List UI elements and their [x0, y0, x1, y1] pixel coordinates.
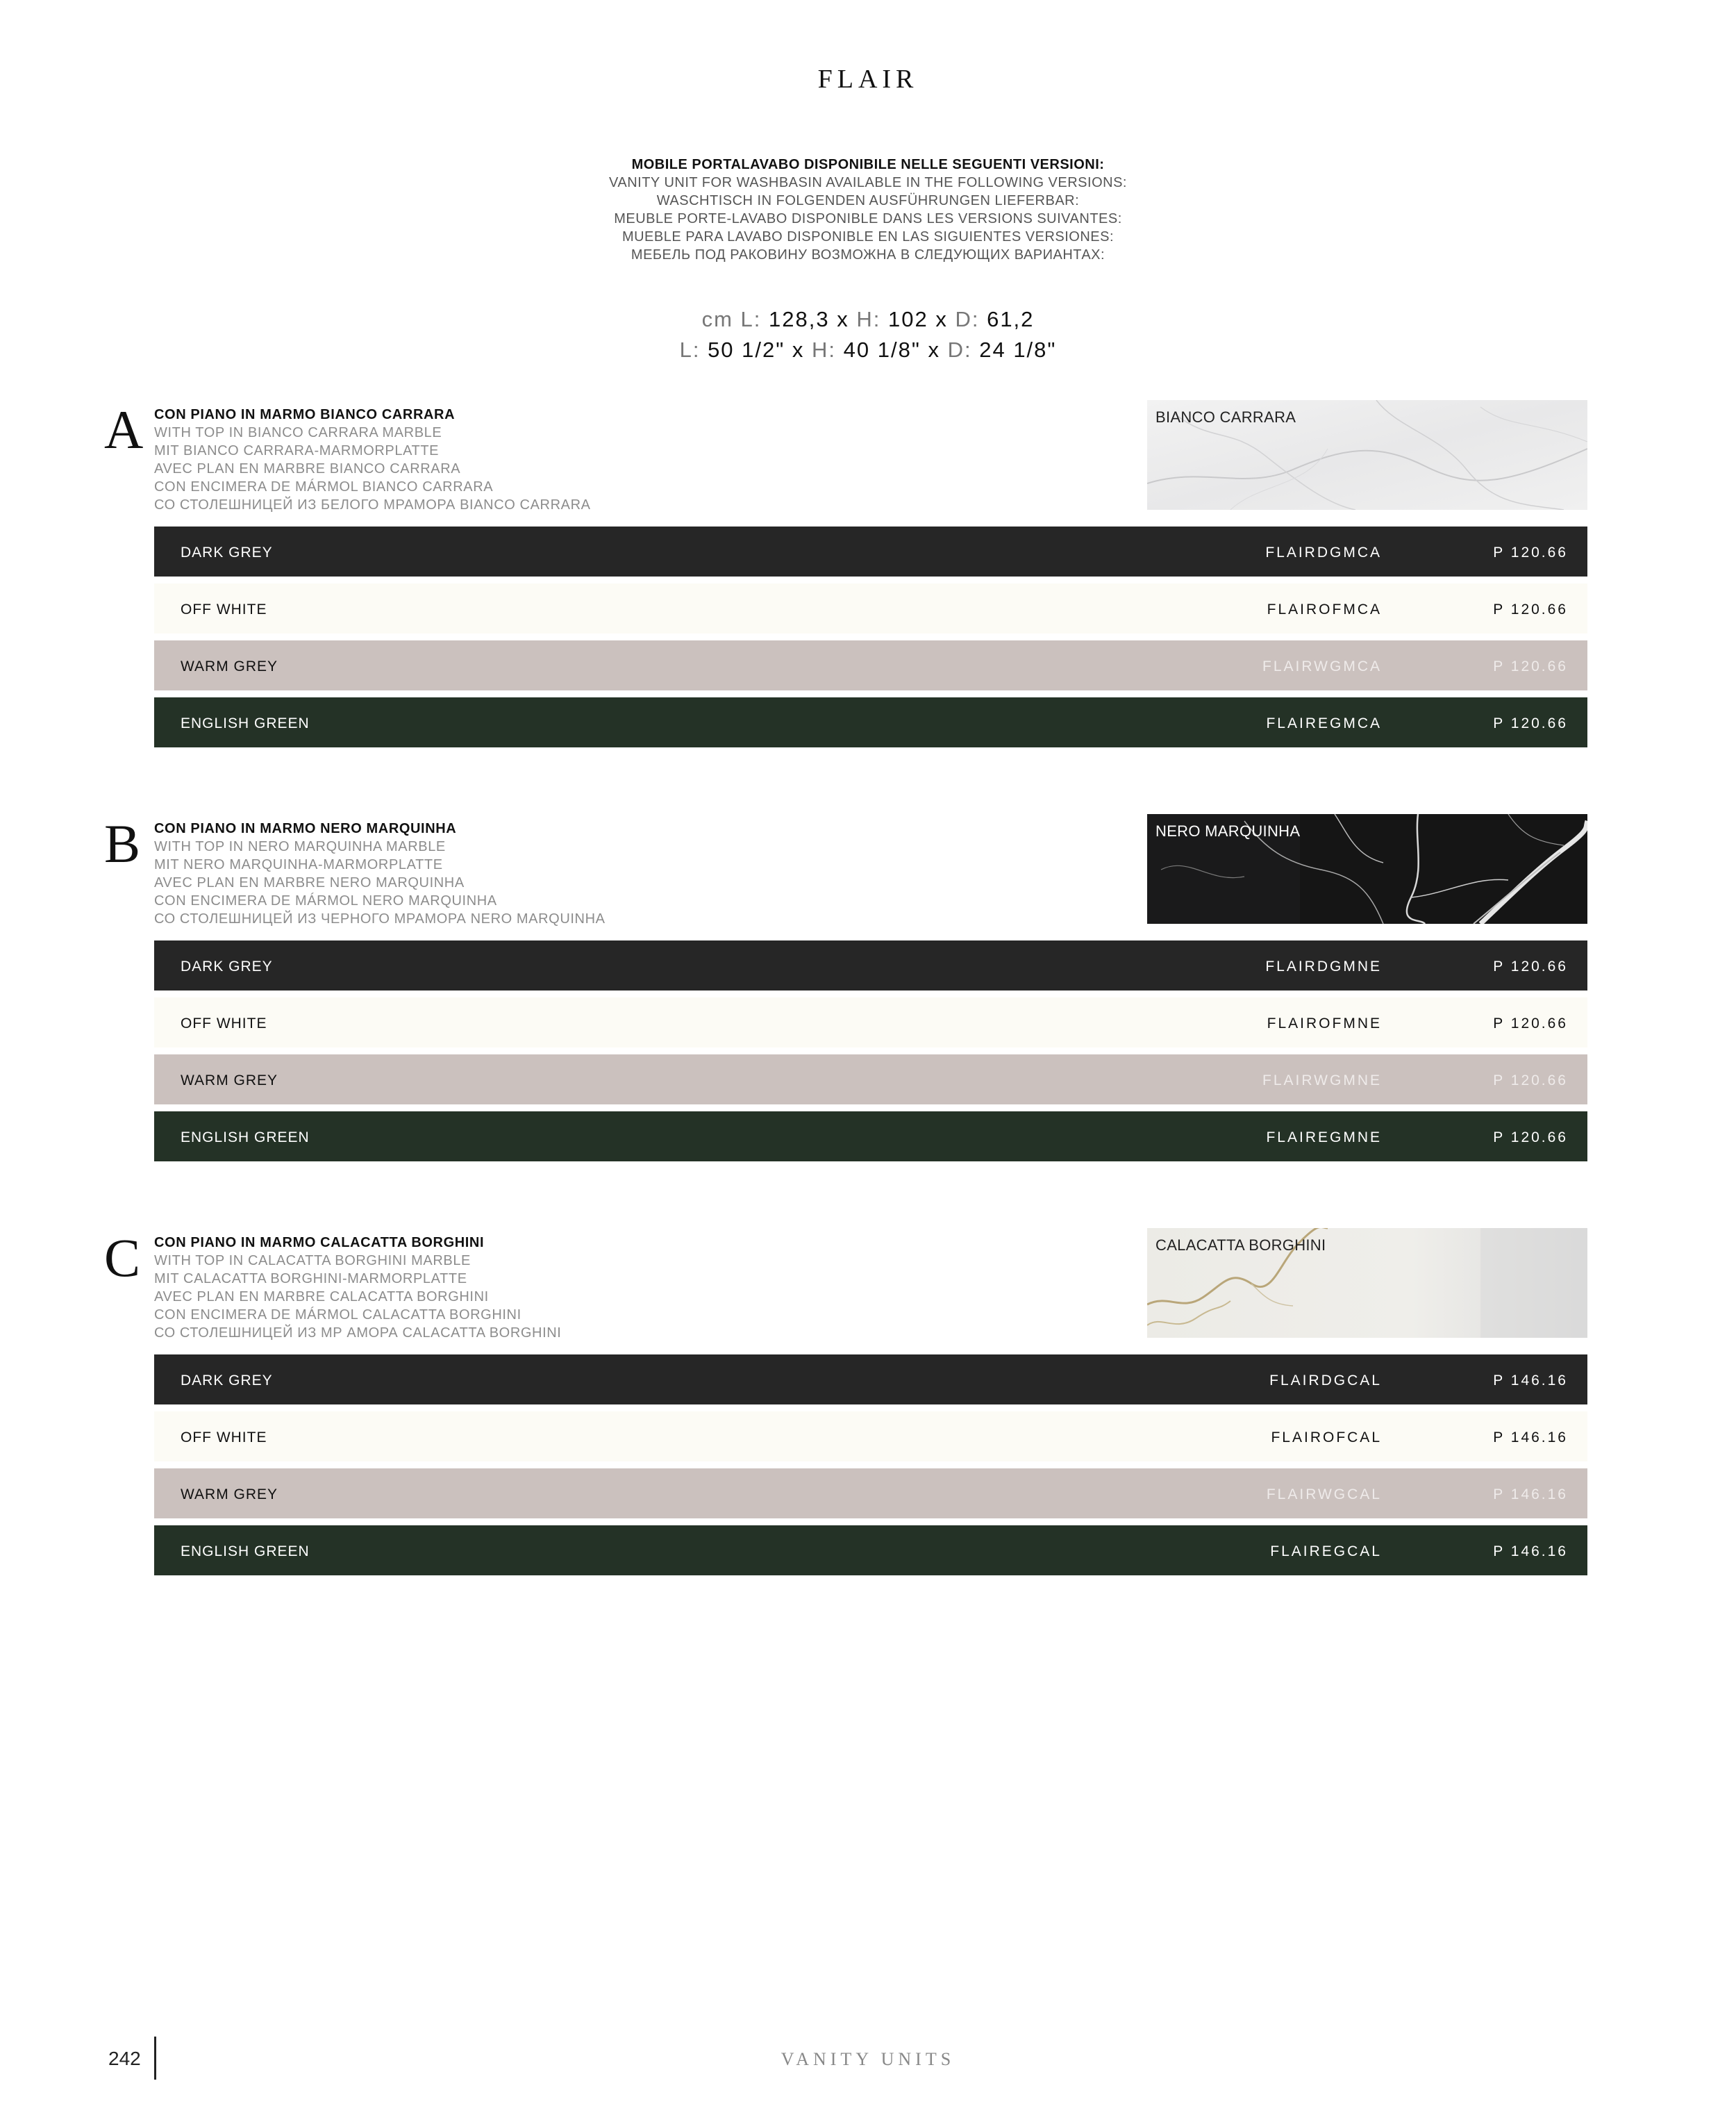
- desc-line: WITH TOP IN BIANCO CARRARA MARBLE: [154, 425, 442, 440]
- dim-value: 128,3: [769, 307, 830, 331]
- price: P 146.16: [1493, 1543, 1568, 1559]
- intro-line: VANITY UNIT FOR WASHBASIN AVAILABLE IN THE FOLLOWING VERSIONS:: [609, 175, 1127, 190]
- dim-value: 61,2: [987, 307, 1035, 331]
- price: P 146.16: [1493, 1486, 1568, 1502]
- price: P 120.66: [1493, 1129, 1568, 1145]
- finish-table: [154, 940, 1587, 1168]
- finish-row-warm-grey: [154, 640, 1587, 690]
- marble-swatch-nero-marquinha: [1147, 814, 1587, 924]
- finish-row-english-green: [154, 1525, 1587, 1575]
- product-code: FLAIRDGCAL: [1269, 1373, 1382, 1389]
- product-code: FLAIRWGMNE: [1262, 1072, 1382, 1088]
- desc-line: CON ENCIMERA DE MÁRMOL CALACATTA BORGHINI: [154, 1307, 521, 1323]
- product-code: FLAIROFMNE: [1267, 1016, 1382, 1031]
- dim-sep: x: [928, 338, 940, 362]
- product-code: FLAIRDGMCA: [1265, 545, 1382, 561]
- desc-line: WITH TOP IN NERO MARQUINHA MARBLE: [154, 839, 446, 854]
- page-title: FLAIR: [817, 65, 919, 94]
- section-letter: C: [104, 1227, 141, 1288]
- desc-line: WITH TOP IN CALACATTA BORGHINI MARBLE: [154, 1253, 471, 1268]
- desc-line: MIT CALACATTA BORGHINI-MARMORPLATTE: [154, 1271, 467, 1286]
- desc-line: CON ENCIMERA DE MÁRMOL NERO MARQUINHA: [154, 893, 497, 909]
- product-code: FLAIRWGCAL: [1266, 1486, 1382, 1502]
- swatch-label: BIANCO CARRARA: [1155, 408, 1296, 426]
- dimensions-cm: [0, 304, 1736, 335]
- desc-line: MIT BIANCO CARRARA-MARMORPLATTE: [154, 443, 440, 458]
- finish-name: OFF WHITE: [181, 1429, 267, 1445]
- product-code: FLAIREGCAL: [1270, 1543, 1382, 1559]
- price: P 120.66: [1493, 959, 1568, 975]
- desc-line: AVEC PLAN EN MARBRE CALACATTA BORGHINI: [154, 1289, 489, 1304]
- dim-sep: x: [837, 307, 849, 331]
- finish-table: [154, 1354, 1587, 1582]
- finish-name: DARK GREY: [181, 1373, 273, 1389]
- finish-name: DARK GREY: [181, 959, 273, 975]
- price: P 120.66: [1493, 602, 1568, 617]
- desc-line: СО СТОЛЕШНИЦЕЙ ИЗ БЕЛОГО МРАМОРА BIANCO CARRARA: [154, 497, 591, 513]
- dim-label: H:: [856, 307, 881, 331]
- dim-sep: x: [792, 338, 805, 362]
- intro-line: MUEBLE PARA LAVABO DISPONIBLE EN LAS SIGUIENTES VERSIONES:: [621, 229, 1115, 244]
- marble-swatch-bianco-carrara: [1147, 400, 1587, 510]
- desc-line: CON PIANO IN MARMO BIANCO CARRARA: [154, 407, 456, 422]
- section-description: [154, 820, 606, 928]
- finish-row-off-white: [154, 583, 1587, 633]
- section-description: [154, 1234, 561, 1342]
- dim-value: 102: [887, 307, 928, 331]
- product-code: FLAIROFMCA: [1267, 602, 1382, 617]
- intro-line: MEUBLE PORTE-LAVABO DISPONIBLE DANS LES VERSIONS SUIVANTES:: [614, 211, 1122, 226]
- desc-line: СО СТОЛЕШНИЦЕЙ ИЗ МР АМОРА CALACATTA BORGHINI: [154, 1325, 562, 1341]
- finish-name: OFF WHITE: [181, 602, 267, 617]
- finish-name: ENGLISH GREEN: [181, 1543, 310, 1559]
- desc-line: CON PIANO IN MARMO CALACATTA BORGHINI: [154, 1235, 485, 1250]
- finish-name: WARM GREY: [181, 1486, 278, 1502]
- desc-line: MIT NERO MARQUINHA-MARMORPLATTE: [154, 857, 443, 872]
- price: P 120.66: [1493, 1016, 1568, 1031]
- footer-section-label: VANITY UNITS: [781, 2049, 955, 2069]
- finish-row-dark-grey: [154, 1354, 1587, 1404]
- price: P 120.66: [1493, 715, 1568, 731]
- desc-line: CON PIANO IN MARMO NERO MARQUINHA: [154, 821, 457, 836]
- dim-value: 50 1/2": [708, 338, 785, 362]
- price: P 146.16: [1493, 1429, 1568, 1445]
- finish-name: OFF WHITE: [181, 1016, 267, 1031]
- dim-unit: cm: [701, 307, 733, 331]
- dimensions: [0, 304, 1736, 365]
- section-letter: A: [104, 399, 144, 460]
- section-description: [154, 406, 591, 514]
- page-number: 242: [108, 2048, 141, 2069]
- intro-block: [0, 156, 1736, 264]
- dim-label: D:: [955, 307, 980, 331]
- desc-line: CON ENCIMERA DE MÁRMOL BIANCO CARRARA: [154, 479, 494, 495]
- finish-row-off-white: [154, 1411, 1587, 1461]
- product-code: FLAIRDGMNE: [1265, 959, 1382, 975]
- product-code: FLAIREGMCA: [1266, 715, 1382, 731]
- desc-line: AVEC PLAN EN MARBRE BIANCO CARRARA: [154, 461, 461, 476]
- section-letter: B: [104, 813, 141, 874]
- price: P 120.66: [1493, 658, 1568, 674]
- swatch-label: CALACATTA BORGHINI: [1155, 1236, 1326, 1254]
- intro-line: МЕБЕЛЬ ПОД РАКОВИНУ ВОЗМОЖНА В СЛЕДУЮЩИХ ВАРИАНТАХ:: [631, 247, 1105, 263]
- finish-row-off-white: [154, 997, 1587, 1047]
- dim-label: L:: [679, 338, 701, 362]
- intro-line: MOBILE PORTALAVABO DISPONIBILE NELLE SEGUENTI VERSIONI:: [631, 157, 1105, 172]
- dimensions-in: [0, 335, 1736, 365]
- finish-name: WARM GREY: [181, 658, 278, 674]
- product-code: FLAIROFCAL: [1271, 1429, 1382, 1445]
- intro-line: WASCHTISCH IN FOLGENDEN AUSFÜHRUNGEN LIEFERBAR:: [656, 193, 1080, 208]
- dim-value: 24 1/8": [979, 338, 1057, 362]
- dim-label: H:: [812, 338, 837, 362]
- dim-label: D:: [947, 338, 972, 362]
- desc-line: СО СТОЛЕШНИЦЕЙ ИЗ ЧЕРНОГО МРАМОРА NERO MARQUINHA: [154, 911, 606, 927]
- finish-row-english-green: [154, 1111, 1587, 1161]
- finish-name: DARK GREY: [181, 545, 273, 561]
- marble-swatch-calacatta-borghini: [1147, 1228, 1587, 1338]
- finish-row-english-green: [154, 697, 1587, 747]
- finish-name: ENGLISH GREEN: [181, 715, 310, 731]
- finish-row-dark-grey: [154, 940, 1587, 990]
- dim-value: 40 1/8": [843, 338, 921, 362]
- desc-line: AVEC PLAN EN MARBRE NERO MARQUINHA: [154, 875, 465, 890]
- finish-row-warm-grey: [154, 1054, 1587, 1104]
- dim-sep: x: [935, 307, 948, 331]
- finish-name: ENGLISH GREEN: [181, 1129, 310, 1145]
- finish-row-warm-grey: [154, 1468, 1587, 1518]
- price: P 146.16: [1493, 1373, 1568, 1389]
- price: P 120.66: [1493, 1072, 1568, 1088]
- dim-label: L:: [740, 307, 762, 331]
- product-code: FLAIRWGMCA: [1262, 658, 1382, 674]
- finish-table: [154, 527, 1587, 754]
- swatch-label: NERO MARQUINHA: [1155, 822, 1301, 840]
- finish-row-dark-grey: [154, 527, 1587, 577]
- price: P 120.66: [1493, 545, 1568, 561]
- finish-name: WARM GREY: [181, 1072, 278, 1088]
- product-code: FLAIREGMNE: [1266, 1129, 1382, 1145]
